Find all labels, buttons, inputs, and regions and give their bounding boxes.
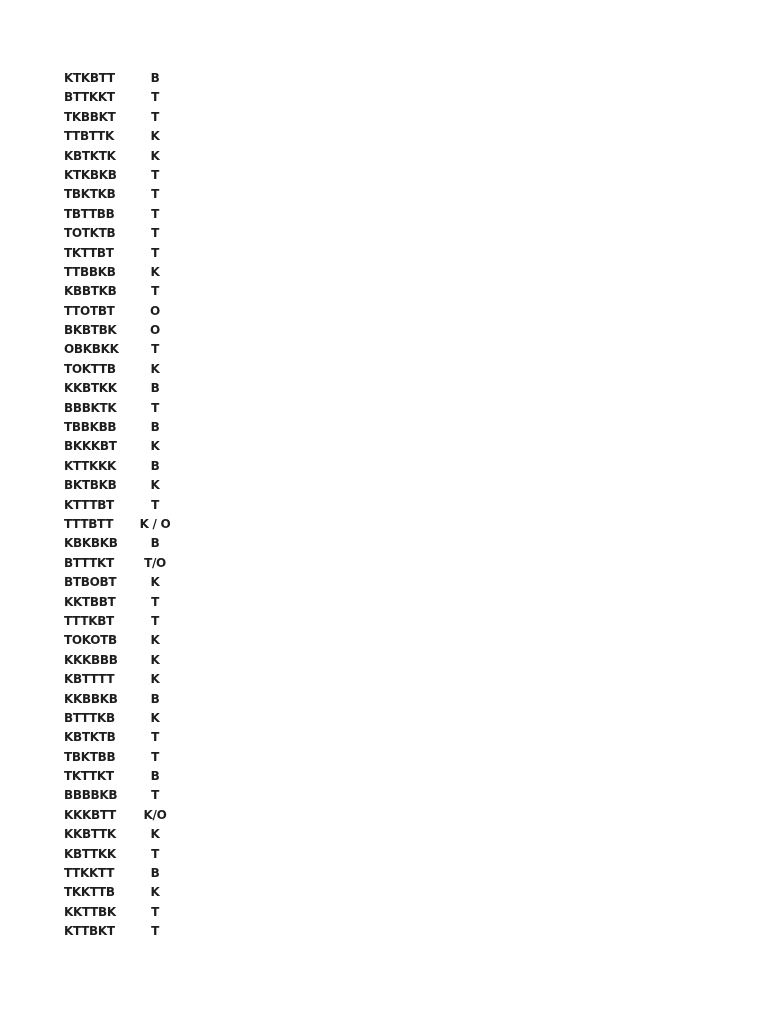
row-code: TKTTBT bbox=[64, 245, 114, 260]
table-row bbox=[64, 360, 224, 379]
row-code: KBTTTT bbox=[64, 672, 115, 687]
table-row bbox=[64, 690, 224, 709]
table-row bbox=[64, 496, 224, 515]
row-code: TTTKBT bbox=[64, 613, 114, 628]
row-value: K / O bbox=[139, 516, 171, 531]
row-value: T bbox=[151, 400, 159, 415]
table-row bbox=[64, 340, 224, 359]
code-table bbox=[64, 69, 224, 942]
table-row bbox=[64, 185, 224, 204]
table-row bbox=[64, 631, 224, 650]
table-row bbox=[64, 883, 224, 902]
table-row bbox=[64, 127, 224, 146]
row-value: K bbox=[150, 148, 160, 163]
row-code: KBTKTK bbox=[64, 148, 116, 163]
row-code: KBKBKB bbox=[64, 536, 118, 551]
table-row bbox=[64, 845, 224, 864]
row-code: KBTTKK bbox=[64, 846, 116, 861]
row-value: K bbox=[150, 885, 160, 900]
row-code: BTTKKT bbox=[64, 90, 115, 105]
row-code: KTTTBT bbox=[64, 497, 114, 512]
row-value: B bbox=[150, 420, 160, 435]
table-row bbox=[64, 573, 224, 592]
row-value: K bbox=[150, 129, 160, 144]
table-row bbox=[64, 554, 224, 573]
row-value: K bbox=[150, 652, 160, 667]
row-code: BKBTBK bbox=[64, 323, 117, 338]
row-value: O bbox=[150, 303, 160, 318]
table-row bbox=[64, 476, 224, 495]
row-code: TKTTKT bbox=[64, 769, 114, 784]
row-code: KKTBBT bbox=[64, 594, 116, 609]
row-value: K bbox=[150, 710, 160, 725]
table-row bbox=[64, 224, 224, 243]
row-value: T bbox=[151, 284, 159, 299]
row-value: T bbox=[151, 846, 159, 861]
table-row bbox=[64, 864, 224, 883]
row-value: B bbox=[150, 536, 160, 551]
table-row bbox=[64, 786, 224, 805]
row-value: B bbox=[150, 71, 160, 85]
row-value: T bbox=[151, 90, 159, 105]
row-code: TBBKBB bbox=[64, 420, 117, 435]
table-row bbox=[64, 108, 224, 127]
row-value: T bbox=[151, 924, 159, 939]
row-code: KBBTKB bbox=[64, 284, 117, 299]
row-value: T bbox=[151, 904, 159, 919]
row-code: OBKBKK bbox=[64, 342, 119, 357]
table-row bbox=[64, 399, 224, 418]
row-code: KKBTKK bbox=[64, 381, 117, 396]
row-code: TTTBTT bbox=[64, 516, 114, 531]
table-row bbox=[64, 379, 224, 398]
table-row bbox=[64, 457, 224, 476]
row-value: K bbox=[150, 575, 160, 590]
row-value: K bbox=[150, 264, 160, 279]
row-value: T bbox=[151, 749, 159, 764]
row-value: T bbox=[151, 226, 159, 241]
row-value: B bbox=[150, 458, 160, 473]
row-code: TBTTBB bbox=[64, 206, 115, 221]
row-value: K bbox=[150, 361, 160, 376]
row-code: TTKKTT bbox=[64, 866, 115, 881]
table-row bbox=[64, 282, 224, 301]
table-row bbox=[64, 437, 224, 456]
row-value: B bbox=[150, 691, 160, 706]
row-value: T bbox=[151, 167, 159, 182]
row-code: BBBBKB bbox=[64, 788, 118, 803]
row-value: T bbox=[151, 497, 159, 512]
table-row bbox=[64, 88, 224, 107]
row-code: TTBTTK bbox=[64, 129, 114, 144]
row-value: T bbox=[151, 109, 159, 124]
row-value: K bbox=[150, 478, 160, 493]
row-code: BTBOBT bbox=[64, 575, 117, 590]
table-row bbox=[64, 709, 224, 728]
row-code: TKBBKT bbox=[64, 109, 116, 124]
row-code: TBKTBB bbox=[64, 749, 116, 764]
row-value: K bbox=[150, 672, 160, 687]
table-row bbox=[64, 825, 224, 844]
row-value: B bbox=[150, 866, 160, 881]
row-value: O bbox=[150, 323, 160, 338]
table-row bbox=[64, 302, 224, 321]
row-value: T bbox=[151, 342, 159, 357]
row-code: TOKOTB bbox=[64, 633, 117, 648]
row-value: K bbox=[150, 827, 160, 842]
row-code: KKBTTK bbox=[64, 827, 116, 842]
row-code: BTTTKT bbox=[64, 555, 114, 570]
table-row bbox=[64, 321, 224, 340]
table-row bbox=[64, 903, 224, 922]
row-value: B bbox=[150, 769, 160, 784]
row-value: T bbox=[151, 613, 159, 628]
row-code: KTTKKK bbox=[64, 458, 117, 473]
table-row bbox=[64, 69, 224, 88]
row-value: T bbox=[151, 206, 159, 221]
row-code: BKTBKB bbox=[64, 478, 117, 493]
row-code: TOKTTB bbox=[64, 361, 116, 376]
row-value: B bbox=[150, 381, 160, 396]
table-row bbox=[64, 515, 224, 534]
row-value: K bbox=[150, 633, 160, 648]
table-row bbox=[64, 263, 224, 282]
row-code: KKBBKB bbox=[64, 691, 118, 706]
row-value: K bbox=[150, 439, 160, 454]
row-code: BTTTKB bbox=[64, 710, 115, 725]
row-code: TKKTTB bbox=[64, 885, 115, 900]
table-row bbox=[64, 244, 224, 263]
table-row bbox=[64, 767, 224, 786]
table-row bbox=[64, 651, 224, 670]
row-value: T bbox=[151, 594, 159, 609]
table-row bbox=[64, 670, 224, 689]
row-code: TOTKTB bbox=[64, 226, 116, 241]
row-code: TBKTKB bbox=[64, 187, 116, 202]
row-value: T bbox=[151, 788, 159, 803]
table-row bbox=[64, 534, 224, 553]
row-code: KTKBKB bbox=[64, 167, 117, 182]
table-row bbox=[64, 748, 224, 767]
table-row bbox=[64, 147, 224, 166]
row-code: KBTKTB bbox=[64, 730, 116, 745]
row-code: KKKBTT bbox=[64, 807, 116, 822]
row-code: KKKBBB bbox=[64, 652, 118, 667]
row-value: K/O bbox=[143, 807, 167, 822]
table-row bbox=[64, 205, 224, 224]
row-code: TTOTBT bbox=[64, 303, 115, 318]
row-value: T bbox=[151, 187, 159, 202]
table-row bbox=[64, 612, 224, 631]
table-row bbox=[64, 166, 224, 185]
row-value: T/O bbox=[144, 555, 166, 570]
row-code: BBBKTK bbox=[64, 400, 117, 415]
row-code: KTKBTT bbox=[64, 71, 115, 85]
row-value: T bbox=[151, 245, 159, 260]
table-row bbox=[64, 728, 224, 747]
table-row bbox=[64, 922, 224, 941]
row-value: T bbox=[151, 730, 159, 745]
table-row bbox=[64, 593, 224, 612]
table-row bbox=[64, 806, 224, 825]
row-code: KTTBKT bbox=[64, 924, 115, 939]
row-code: BKKKBT bbox=[64, 439, 117, 454]
row-code: KKTTBK bbox=[64, 904, 116, 919]
table-row bbox=[64, 418, 224, 437]
row-code: TTBBKB bbox=[64, 264, 116, 279]
